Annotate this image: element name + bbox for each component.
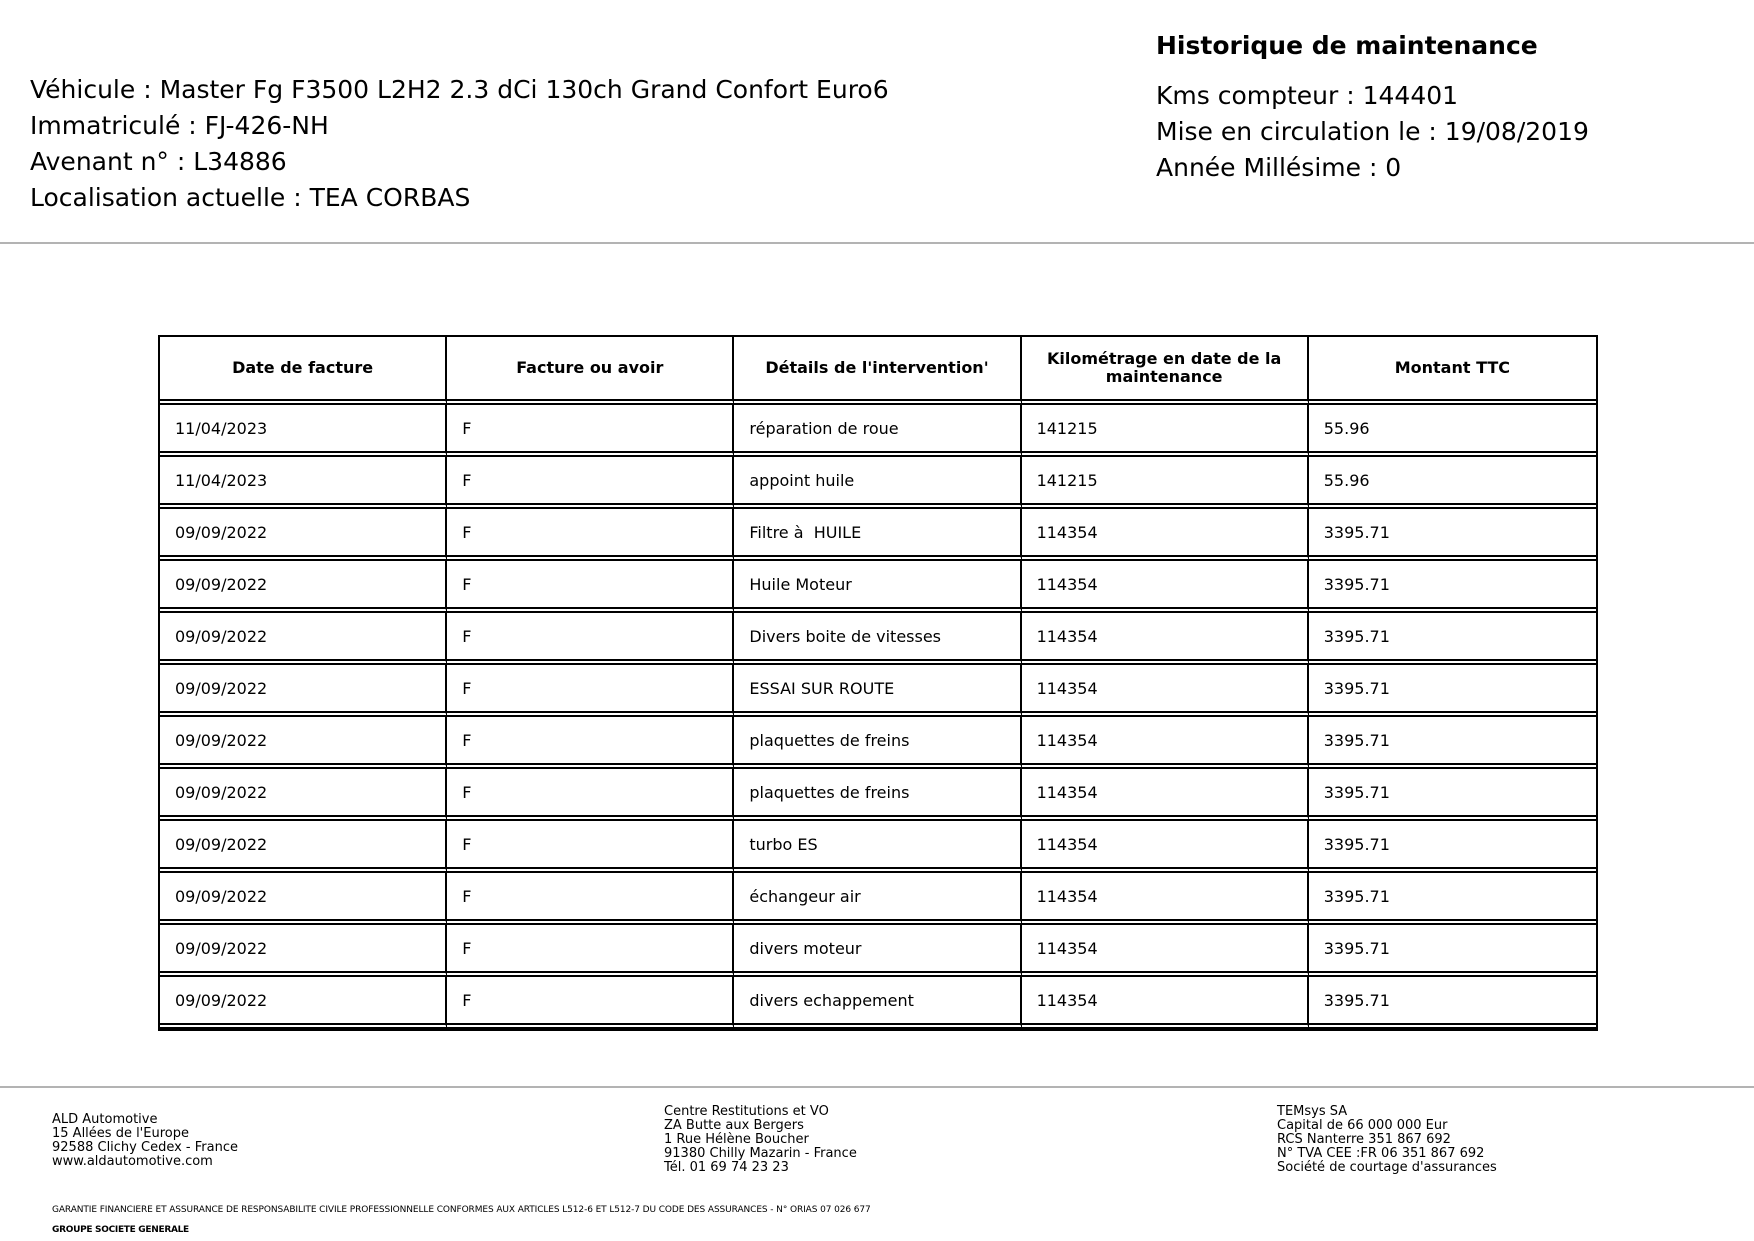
- footer-line: 15 Allées de l'Europe: [52, 1126, 189, 1141]
- vehicle-amendment: Avenant n° : L34886: [30, 147, 287, 176]
- vehicle-model: Véhicule : Master Fg F3500 L2H2 2.3 dCi 130ch Grand Confort Euro6: [30, 75, 889, 104]
- footer-line: ZA Butte aux Bergers: [664, 1118, 804, 1133]
- cell-mileage: 141215: [1022, 405, 1309, 457]
- footer-line: N° TVA CEE :FR 06 351 867 692: [1277, 1146, 1485, 1161]
- cell-details: plaquettes de freins: [734, 769, 1021, 821]
- cell-mileage: 114354: [1022, 769, 1309, 821]
- model-year: Année Millésime : 0: [1156, 153, 1402, 182]
- header-invoice-type: Facture ou avoir: [447, 337, 734, 405]
- cell-amount: 3395.71: [1309, 821, 1596, 873]
- footer-line: Centre Restitutions et VO: [664, 1104, 829, 1119]
- cell-date: 09/09/2022: [160, 561, 447, 613]
- page-title: Historique de maintenance: [1156, 31, 1538, 60]
- cell-type: F: [447, 509, 734, 561]
- footer-line: ALD Automotive: [52, 1112, 158, 1127]
- cell-amount: 55.96: [1309, 457, 1596, 509]
- footer-legal-notice: GARANTIE FINANCIERE ET ASSURANCE DE RESPONSABILITE CIVILE PROFESSIONNELLE CONFORMES AUX ARTICLES L512-6 ET L512-7 DU CODE DES ASSURANCES - N° ORIAS 07 026 677: [52, 1205, 871, 1215]
- table-row: [160, 509, 1596, 561]
- footer-phone: Tél. 01 69 74 23 23: [664, 1160, 789, 1175]
- cell-type: F: [447, 925, 734, 977]
- cell-amount: 3395.71: [1309, 561, 1596, 613]
- cell-mileage: 114354: [1022, 665, 1309, 717]
- cell-date: 11/04/2023: [160, 457, 447, 509]
- cell-mileage: 114354: [1022, 873, 1309, 925]
- cell-amount: 3395.71: [1309, 925, 1596, 977]
- cell-amount: 3395.71: [1309, 873, 1596, 925]
- top-divider: [0, 242, 1754, 244]
- bottom-divider: [0, 1086, 1754, 1088]
- cell-details: appoint huile: [734, 457, 1021, 509]
- footer-centre-address: [664, 1105, 857, 1175]
- cell-date: 09/09/2022: [160, 613, 447, 665]
- footer-line: RCS Nanterre 351 867 692: [1277, 1132, 1451, 1147]
- odometer: Kms compteur : 144401: [1156, 81, 1459, 110]
- cell-date: 09/09/2022: [160, 873, 447, 925]
- cell-mileage: 114354: [1022, 977, 1309, 1029]
- cell-date: 09/09/2022: [160, 665, 447, 717]
- cell-date: 09/09/2022: [160, 977, 447, 1029]
- footer-line: 92588 Clichy Cedex - France: [52, 1140, 238, 1155]
- header-intervention-details: Détails de l'intervention': [734, 337, 1021, 405]
- vehicle-info: [30, 72, 889, 216]
- table-row: [160, 769, 1596, 821]
- cell-amount: 3395.71: [1309, 613, 1596, 665]
- cell-mileage: 114354: [1022, 561, 1309, 613]
- footer-website: www.aldautomotive.com: [52, 1154, 213, 1169]
- cell-amount: 3395.71: [1309, 977, 1596, 1029]
- cell-type: F: [447, 405, 734, 457]
- cell-type: F: [447, 873, 734, 925]
- footer-temsys-info: [1277, 1105, 1497, 1175]
- cell-type: F: [447, 769, 734, 821]
- cell-date: 09/09/2022: [160, 717, 447, 769]
- cell-amount: 3395.71: [1309, 509, 1596, 561]
- cell-date: 09/09/2022: [160, 509, 447, 561]
- cell-details: Huile Moteur: [734, 561, 1021, 613]
- table-row: [160, 821, 1596, 873]
- history-block: [1156, 26, 1589, 186]
- footer-line: TEMsys SA: [1277, 1104, 1348, 1119]
- header-amount: Montant TTC: [1309, 337, 1596, 405]
- cell-date: 09/09/2022: [160, 821, 447, 873]
- maintenance-table: [158, 335, 1598, 1031]
- cell-mileage: 114354: [1022, 509, 1309, 561]
- cell-amount: 3395.71: [1309, 665, 1596, 717]
- footer-ald-address: [52, 1113, 238, 1169]
- table-row: [160, 613, 1596, 665]
- vehicle-location: Localisation actuelle : TEA CORBAS: [30, 183, 471, 212]
- cell-mileage: 114354: [1022, 717, 1309, 769]
- cell-details: Filtre à HUILE: [734, 509, 1021, 561]
- table-header-row: [160, 337, 1596, 405]
- cell-mileage: 114354: [1022, 613, 1309, 665]
- header-invoice-date: Date de facture: [160, 337, 447, 405]
- cell-type: F: [447, 457, 734, 509]
- table-row: [160, 717, 1596, 769]
- cell-mileage: 114354: [1022, 925, 1309, 977]
- cell-details: turbo ES: [734, 821, 1021, 873]
- footer-line: 1 Rue Hélène Boucher: [664, 1132, 809, 1147]
- table-row: [160, 925, 1596, 977]
- header-mileage: Kilométrage en date de la maintenance: [1022, 337, 1309, 405]
- table-row: [160, 665, 1596, 717]
- cell-details: divers moteur: [734, 925, 1021, 977]
- cell-details: échangeur air: [734, 873, 1021, 925]
- registration-date: Mise en circulation le : 19/08/2019: [1156, 117, 1589, 146]
- cell-details: divers echappement: [734, 977, 1021, 1029]
- footer-line: Capital de 66 000 000 Eur: [1277, 1118, 1448, 1133]
- cell-type: F: [447, 561, 734, 613]
- cell-details: réparation de roue: [734, 405, 1021, 457]
- cell-type: F: [447, 717, 734, 769]
- cell-mileage: 141215: [1022, 457, 1309, 509]
- footer-line: 91380 Chilly Mazarin - France: [664, 1146, 857, 1161]
- cell-type: F: [447, 613, 734, 665]
- footer-line: Société de courtage d'assurances: [1277, 1160, 1497, 1175]
- cell-mileage: 114354: [1022, 821, 1309, 873]
- cell-amount: 3395.71: [1309, 769, 1596, 821]
- table-row: [160, 561, 1596, 613]
- table-row: [160, 977, 1596, 1029]
- cell-date: 09/09/2022: [160, 925, 447, 977]
- table-row: [160, 405, 1596, 457]
- cell-date: 11/04/2023: [160, 405, 447, 457]
- table-row: [160, 873, 1596, 925]
- cell-amount: 55.96: [1309, 405, 1596, 457]
- cell-details: Divers boite de vitesses: [734, 613, 1021, 665]
- footer-group-mention: GROUPE SOCIETE GENERALE: [52, 1225, 189, 1235]
- cell-details: ESSAI SUR ROUTE: [734, 665, 1021, 717]
- cell-type: F: [447, 665, 734, 717]
- vehicle-registration: Immatriculé : FJ-426-NH: [30, 111, 329, 140]
- table-row: [160, 457, 1596, 509]
- cell-date: 09/09/2022: [160, 769, 447, 821]
- cell-amount: 3395.71: [1309, 717, 1596, 769]
- cell-details: plaquettes de freins: [734, 717, 1021, 769]
- cell-type: F: [447, 977, 734, 1029]
- cell-type: F: [447, 821, 734, 873]
